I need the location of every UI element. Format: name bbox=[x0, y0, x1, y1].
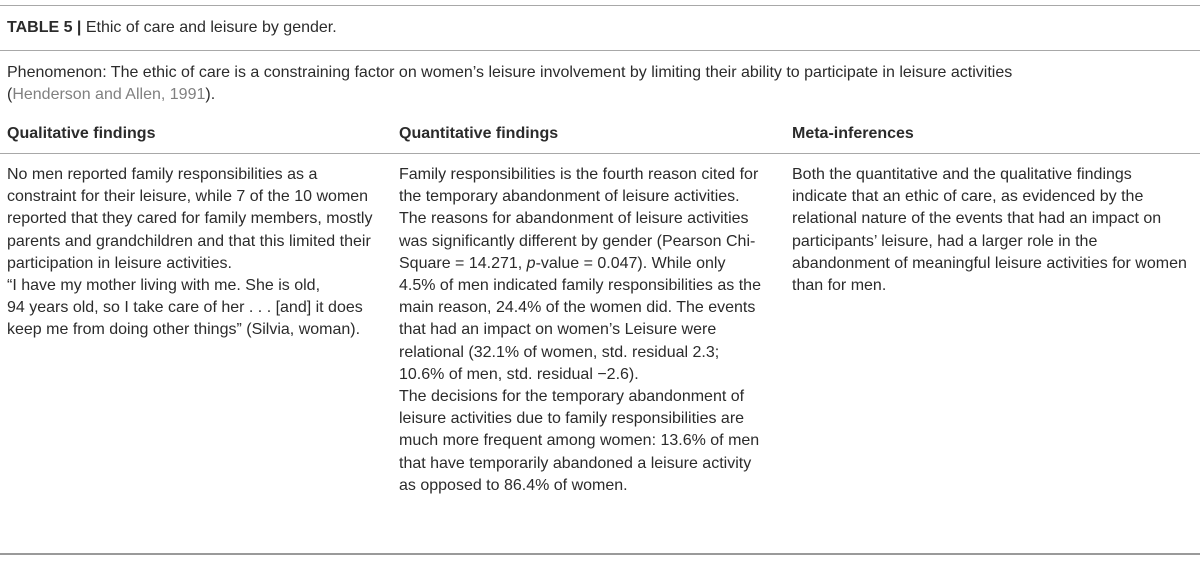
cell-meta-inferences bbox=[792, 164, 1187, 297]
quantitative-line: The reasons for abandonment of leisure activities bbox=[399, 210, 749, 228]
table-number: TABLE 5 | bbox=[7, 19, 82, 36]
quantitative-line: the temporary abandonment of leisure activities. bbox=[399, 188, 740, 206]
qualitative-line: participation in leisure activities. bbox=[7, 254, 232, 272]
meta-line: indicate that an ethic of care, as evidenced by the bbox=[792, 188, 1144, 206]
p-value-text: -value = 0.047). While only bbox=[535, 254, 726, 272]
quantitative-line: as opposed to 86.4% of women. bbox=[399, 476, 628, 494]
quantitative-line: main reason, 24.4% of the women did. The events bbox=[399, 299, 756, 317]
meta-line: abandonment of meaningful leisure activities for women bbox=[792, 254, 1187, 272]
table-bottom-rule bbox=[0, 553, 1200, 555]
cell-qualitative-findings bbox=[7, 164, 377, 342]
phenomenon-statement: Phenomenon: The ethic of care is a constraining factor on women’s leisure involvement by limiting their ability to participate in leisure activities bbox=[7, 64, 1013, 81]
p-symbol: p bbox=[526, 254, 536, 272]
qualitative-line: No men reported family responsibilities as a bbox=[7, 166, 318, 183]
qualitative-quote-line: keep me from doing other things” (Silvia, woman). bbox=[7, 321, 361, 339]
quantitative-line: leisure activities due to family responsibilities are bbox=[399, 410, 745, 428]
table-top-rule bbox=[0, 5, 1200, 6]
phenomenon-text: Phenomenon: The ethic of care is a constraining factor on women’s leisure involvement by limiting their ability to participate in leisure activities (Henderson and Allen, 1991). bbox=[7, 64, 1013, 103]
meta-line: Both the quantitative and the qualitative findings bbox=[792, 166, 1132, 183]
quantitative-line: 10.6% of men, std. residual −2.6). bbox=[399, 365, 639, 383]
table-caption bbox=[7, 18, 337, 38]
meta-line: participants’ leisure, had a larger role in the bbox=[792, 232, 1098, 250]
qualitative-quote-line: 94 years old, so I take care of her . . . [and] it does bbox=[7, 299, 363, 317]
quantitative-line: that had an impact on women’s Leisure were bbox=[399, 321, 717, 339]
table-title: Ethic of care and leisure by gender. bbox=[85, 19, 337, 36]
quantitative-line: relational (32.1% of women, std. residual 2.3; bbox=[399, 343, 720, 361]
qualitative-line: constraint for their leisure, while 7 of the 10 women bbox=[7, 188, 369, 206]
chi-square-text: Square = 14.271, bbox=[399, 254, 523, 272]
quantitative-line: much more frequent among women: 13.6% of men bbox=[399, 432, 760, 450]
qualitative-line: reported that they cared for family members, mostly bbox=[7, 210, 373, 228]
quantitative-line: that have temporarily abandoned a leisure activity bbox=[399, 454, 752, 472]
meta-line: than for men. bbox=[792, 277, 887, 295]
qualitative-line: parents and grandchildren and that this limited their bbox=[7, 232, 371, 250]
meta-line: relational nature of the events that had an impact on bbox=[792, 210, 1162, 228]
qualitative-quote-line: “I have my mother living with me. She is old, bbox=[7, 277, 321, 295]
header-quantitative: Quantitative findings bbox=[399, 125, 559, 142]
quantitative-pvalue-line bbox=[399, 253, 765, 275]
header-qualitative: Qualitative findings bbox=[7, 125, 156, 142]
quantitative-line: was significantly different by gender (Pearson Chi- bbox=[399, 232, 756, 250]
header-meta-inferences: Meta-inferences bbox=[792, 125, 914, 142]
quantitative-line: The decisions for the temporary abandonment of bbox=[399, 388, 745, 406]
caption-rule bbox=[0, 50, 1200, 51]
quantitative-line: Family responsibilities is the fourth reason cited for bbox=[399, 166, 759, 183]
quantitative-line: 4.5% of men indicated family responsibilities as the bbox=[399, 277, 761, 295]
cell-quantitative-findings bbox=[399, 164, 765, 497]
phenomenon-citation: Henderson and Allen, 1991 bbox=[12, 86, 206, 103]
header-rule bbox=[0, 153, 1200, 154]
